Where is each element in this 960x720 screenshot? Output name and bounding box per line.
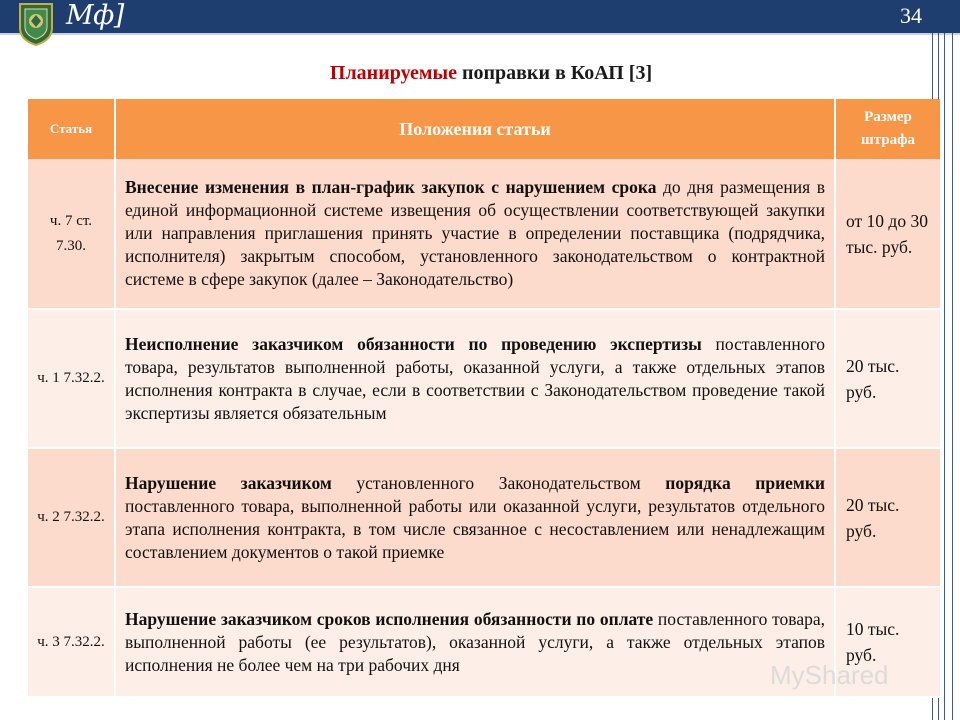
title-rest: поправки в КоАП [3] <box>456 62 653 84</box>
fine-cell: 20 тыс. руб. <box>835 309 940 448</box>
provision-cell <box>115 159 835 309</box>
emblem-logo <box>16 2 56 46</box>
text-segment: порядка приемки <box>665 472 826 493</box>
fine-cell: от 10 до 30 тыс. руб. <box>835 159 940 309</box>
table-row <box>28 448 940 587</box>
provision-cell <box>115 587 835 697</box>
text-segment: Неисполнение заказчиком обязанности по проведению экспертизы <box>125 333 702 354</box>
watermark: MyShared <box>770 660 889 690</box>
text-segment: Нарушение заказчиком сроков исполнения обязанности по оплате <box>125 608 654 629</box>
text-segment: поставленного товара, выполненной работы (ее результатов), оказанной услуги, а также отдельных этапов исполнения не более чем на три рабочих дня <box>125 608 825 675</box>
table-row <box>28 159 940 309</box>
table-header-row <box>28 99 940 159</box>
page-title <box>0 62 960 85</box>
text-segment: установленного Законодательством <box>331 472 666 493</box>
text-segment: до дня размещения в единой информационной системе извещения об осуществлении соответствующей закупки или направления приглашения принять участие в определении поставщика (подрядчика, исполнителя) закрытым способом, установленного законодательством о контрактной системе в сфере закупок (далее – Законодательство) <box>125 177 825 289</box>
top-bar <box>0 0 960 33</box>
article-cell: ч. 1 7.32.2. <box>28 309 115 448</box>
text-segment: поставленного товара, выполненной работы или оказанной услуги, результатов отдельного этапа исполнения контракта, в том числе связанное с несоставлением или ненадлежащим составлением документов о такой приемке <box>125 495 825 562</box>
fine-cell: 20 тыс. руб. <box>835 448 940 587</box>
provision-cell <box>115 448 835 587</box>
table-row <box>28 309 940 448</box>
text-segment: Нарушение заказчиком <box>125 472 332 493</box>
fine-cell: 10 тыс. руб. <box>835 587 940 697</box>
amendments-table <box>28 99 940 698</box>
brand-text: Мф] <box>66 0 124 31</box>
column-header-fine: Размер штрафа <box>835 99 940 159</box>
column-header-article: Статья <box>28 99 115 159</box>
title-accent: Планируемые <box>329 62 457 84</box>
text-segment: поставленного товара, результатов выполненной работы, оказанной услуги, а также отдельных этапов исполнения контракта в случае, если в соответствии с Законодательством проведение такой экспертизы является обязательным <box>125 333 825 423</box>
article-cell: ч. 7 ст. 7.30. <box>28 159 115 309</box>
top-bar-divider <box>0 33 960 35</box>
text-segment: Внесение изменения в план-график закупок с нарушением срока <box>125 177 657 197</box>
provision-cell <box>115 309 835 448</box>
article-cell: ч. 3 7.32.2. <box>28 587 115 697</box>
slide-number: 34 <box>900 3 922 28</box>
column-header-provisions: Положения статьи <box>115 99 835 159</box>
article-cell: ч. 2 7.32.2. <box>28 448 115 587</box>
